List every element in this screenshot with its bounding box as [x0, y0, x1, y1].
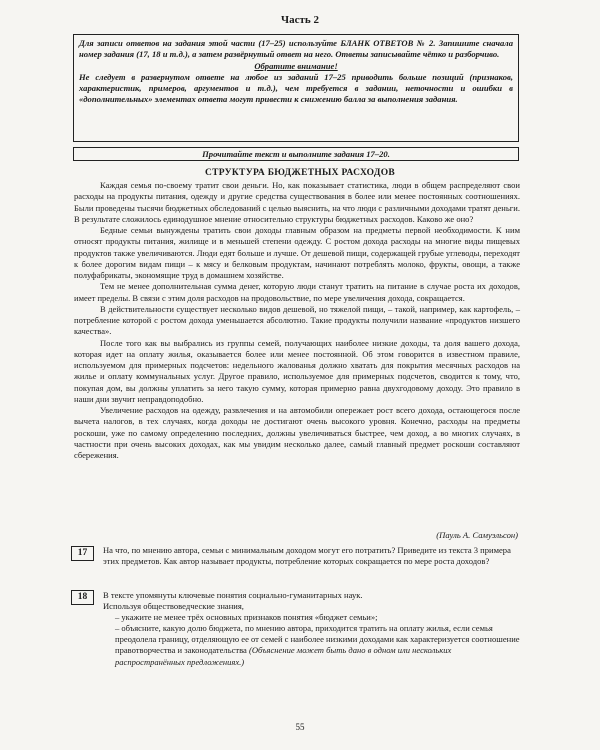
task-18-item2-text: – объясните, какую долю бюджета, по мнению автора, приходится тратить на оплату жилья, если семья преодолела границу, отделяющую ее от семей с наиболее низкими доходами как характеризуется соотношение правотворчества и законодательства [115, 623, 520, 656]
instructions-box [73, 34, 519, 142]
task-18-text [103, 590, 521, 668]
task-number-18: 18 [71, 590, 94, 605]
task-18-item: – укажите не менее трёх основных признаков понятия «бюджет семьи»; [115, 612, 378, 623]
article-paragraph: Увеличение расходов на одежду, развлечения и на автомобили опережает рост всего дохода, остающегося после вычета налогов, в тех случаях, когда доходы не достигают очень высокого уровня. Конечно, расходы на предметы роскоши, уже по самому определению последних, должны увеличиваться быстрее, чем доход, а во многих случаях, в частности при очень высоких доходах, как мы увидим несколько далее, самый главный предмет роскоши составляют сбережения. [74, 405, 520, 460]
task-17-question: На что, по мнению автора, семьи с минимальным доходом могут его потратить? Приведите из текста 3 примера этих предметов. Как автор называет продукты, потребление которых сокращается по мере роста доходов? [103, 545, 511, 567]
task-18-intro2: Используя обществоведческие знания, [103, 601, 244, 612]
article-paragraph: В действительности существует несколько видов дешевой, но тяжелой пищи, – такой, например, как картофель, – потребление которой с ростом дохода уменьшается абсолютно. Такие продукты получили название «продуктов низшего качества». [74, 303, 520, 337]
attention-title: Обратите внимание! [254, 60, 338, 71]
article-author: (Пауль А. Самуэльсон) [436, 530, 518, 540]
task-number-17: 17 [71, 546, 94, 561]
task-17-text [103, 545, 521, 567]
article-paragraph: Каждая семья по-своему тратит свои деньги. Но, как показывает статистика, люди в общем распределяют свои расходы на продукты питания, одежду и другие средства существования в более или менее постоянных соотношениях. Были проведены тысячи бюджетных обследований с целью выяснить, на что люди с различными доходами тратят деньги. В результате сложилось единодушное мнение относительно структуры бюджетных расходов. Каково же оно? [74, 180, 520, 224]
instructions-main: Для записи ответов на задания этой части (17–25) используйте БЛАНК ОТВЕТОВ № 2. Запишите сначала номер задания (17, 18 и т.д.), а затем развёрнутый ответ на него. Ответы записывайте чётко и разборчиво. [79, 38, 513, 60]
part-title: Часть 2 [281, 14, 319, 26]
article-paragraph: Бедные семьи вынуждены тратить свои доходы главным образом на предметы первой необходимости. К ним относят продукты питания, жилище и в меньшей степени одежду. С ростом дохода расходы на многие виды пищевых продуктов также увеличиваются. Люди едят больше и лучше. От дешевой пищи, содержащей грубые углеводы, переходят к более дорогим видам пищи – к мясу и белковым продуктам, начинают потреблять молоко, фрукты, овощи, а также полуфабрикаты, экономящие труд в домашнем хозяйстве. [74, 225, 520, 280]
task-18-item [103, 623, 521, 667]
attention-text: Не следует в развернутом ответе на любое из заданий 17–25 приводить больше позиций (признаков, характеристик, примеров, аргументов и т.д.), чем требуется в задании, неточности и ошибки в «дополнительных» элементах ответа могут привести к снижению балла за выполнения задания. [79, 71, 513, 105]
article-title: СТРУКТУРА БЮДЖЕТНЫХ РАСХОДОВ [204, 168, 396, 178]
task-18-intro: В тексте упомянуты ключевые понятия социально-гуманитарных наук. [103, 590, 363, 600]
page-number: 55 [295, 722, 305, 732]
article-paragraph: Тем не менее дополнительная сумма денег, которую люди станут тратить на питание в случае роста их доходов, имеет пределы. В связи с этим доля расходов на продовольствие, по мере увеличения дохода, сокращается. [74, 281, 520, 303]
article-paragraph: После того как вы выбрались из группы семей, получающих наиболее низкие доходы, та доля вашего дохода, которая идет на оплату жилья, оказывается более или менее постоянной. Об этом говорится в известном правиле, используемом для примерных подсчетов: недельного жалованья должно хватать для покрытия месячных расходов на жилье и оплату коммунальных услуг. Другое правило, используемое для примерных подсчетов, сводится к тому, что, покупая дом, вы должны уплатить за него такую сумму, которая примерно равна двухгодовому доходу. Это правило в наши дни звучит неправдоподобно. [74, 337, 520, 404]
article-text [74, 180, 520, 461]
task-18-note: (Объяснение может быть дано в одном или нескольких распространённых предложениях.) [115, 645, 452, 667]
read-instruction-box: Прочитайте текст и выполните задания 17–20. [73, 147, 519, 161]
